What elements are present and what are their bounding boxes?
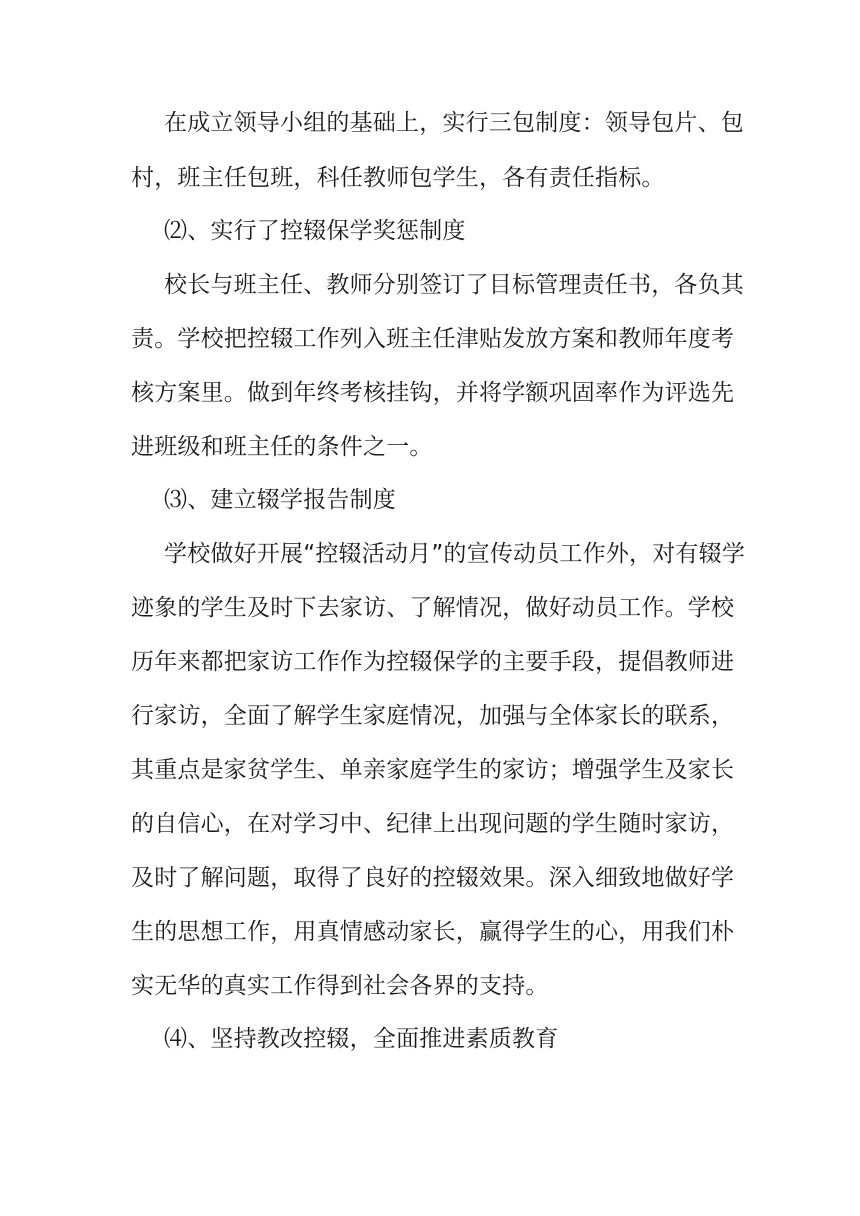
- paragraph-3-line-4: 行家访，全面了解学生家庭情况，加强与全体家长的联系，: [131, 703, 735, 729]
- heading-4: ⑷、坚持教改控辍，全面推进素质教育: [164, 1026, 559, 1052]
- paragraph-3-line-8: 生的思想工作，用真情感动家长，赢得学生的心，用我们朴: [131, 919, 735, 945]
- paragraph-1-line-1: 在成立领导小组的基础上，实行三包制度：领导包片、包: [164, 110, 744, 136]
- paragraph-3-line-1: 学校做好开展“控辍活动月”的宣传动员工作外，对有辍学: [164, 541, 746, 567]
- paragraph-3-line-5: 其重点是家贫学生、单亲家庭学生的家访；增强学生及家长: [131, 757, 735, 783]
- paragraph-3-line-7: 及时了解问题，取得了良好的控辍效果。深入细致地做好学: [131, 865, 735, 891]
- heading-3: ⑶、建立辍学报告制度: [164, 487, 396, 513]
- paragraph-1-line-2: 村，班主任包班，科任教师包学生，各有责任指标。: [131, 165, 665, 191]
- paragraph-2-line-3: 核方案里。做到年终考核挂钩，并将学额巩固率作为评选先: [131, 380, 735, 406]
- paragraph-3-line-6: 的自信心，在对学习中、纪律上出现问题的学生随时家访，: [131, 811, 735, 837]
- paragraph-2-line-1: 校长与班主任、教师分别签订了目标管理责任书，各负其: [164, 272, 744, 298]
- paragraph-3-line-3: 历年来都把家访工作作为控辍保学的主要手段，提倡教师进: [131, 649, 735, 675]
- paragraph-3-line-2: 迹象的学生及时下去家访、了解情况，做好动员工作。学校: [131, 595, 735, 621]
- paragraph-2-line-4: 进班级和班主任的条件之一。: [131, 434, 433, 460]
- heading-2: ⑵、实行了控辍保学奖惩制度: [164, 218, 466, 244]
- paragraph-2-line-2: 责。学校把控辍工作列入班主任津贴发放方案和教师年度考: [131, 326, 735, 352]
- paragraph-3-line-9: 实无华的真实工作得到社会各界的支持。: [131, 973, 549, 999]
